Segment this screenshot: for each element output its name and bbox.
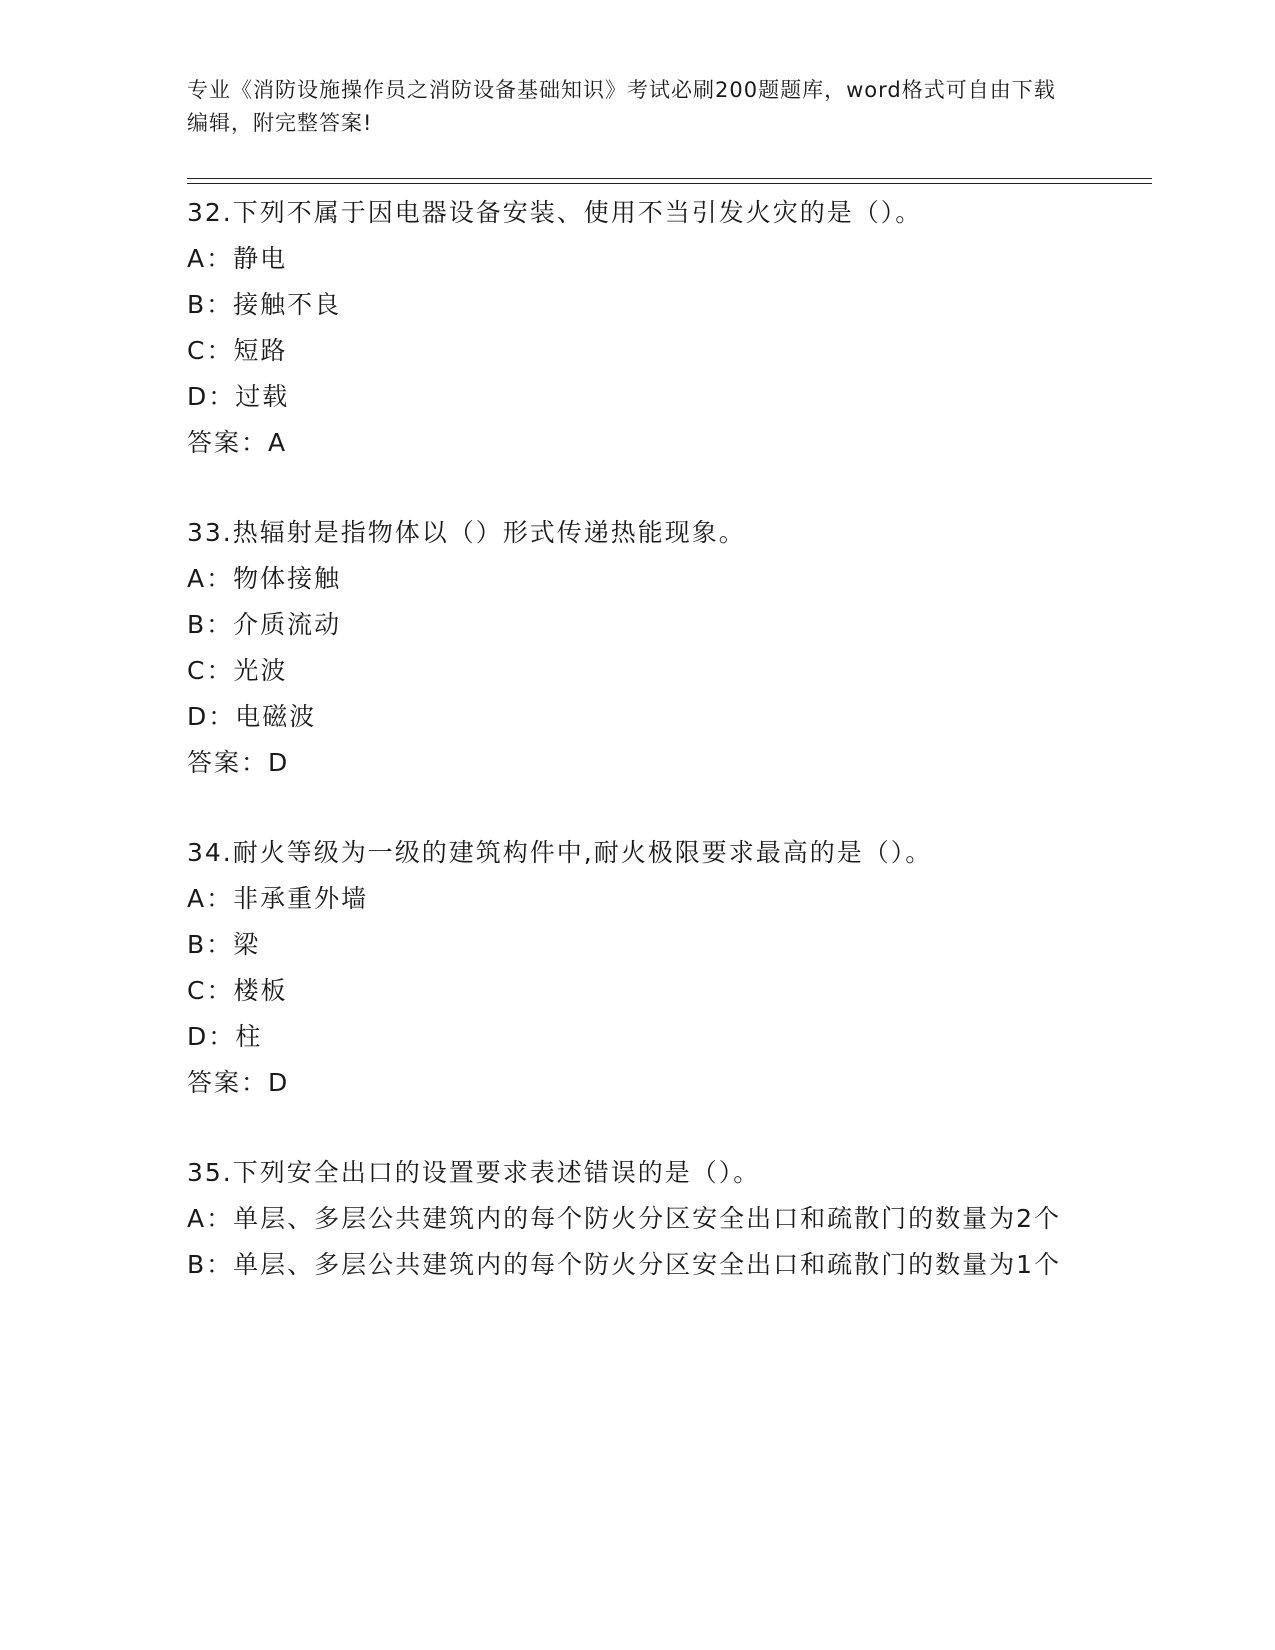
answer-text: 答案：A — [187, 428, 288, 457]
question-34 — [187, 830, 1087, 1106]
option-b: B：介质流动 — [187, 610, 342, 639]
option-c: C：短路 — [187, 336, 288, 365]
option-d: D：柱 — [187, 1022, 263, 1051]
answer-text: 答案：D — [187, 748, 290, 777]
question-stem: 33.热辐射是指物体以（）形式传递热能现象。 — [187, 518, 746, 547]
option-a: A：非承重外墙 — [187, 884, 369, 913]
option-a: A：物体接触 — [187, 564, 342, 593]
question-list — [187, 190, 1087, 1332]
question-stem: 34.耐火等级为一级的建筑构件中,耐火极限要求最高的是（）。 — [187, 838, 933, 867]
option-d: D：过载 — [187, 382, 290, 411]
question-stem: 32.下列不属于因电器设备安装、使用不当引发火灾的是（）。 — [187, 198, 923, 227]
option-a: A：静电 — [187, 244, 288, 273]
header-divider — [187, 178, 1152, 184]
question-33 — [187, 510, 1087, 786]
answer-text: 答案：D — [187, 1068, 290, 1097]
option-b: B：梁 — [187, 930, 261, 959]
question-32 — [187, 190, 1087, 466]
document-header: 专业《消防设施操作员之消防设备基础知识》考试必刷200题题库，word格式可自由下载编辑，附完整答案! — [187, 78, 1056, 135]
option-c: C：楼板 — [187, 976, 288, 1005]
option-d: D：电磁波 — [187, 702, 317, 731]
question-stem: 35.下列安全出口的设置要求表述错误的是（）。 — [187, 1158, 761, 1187]
option-a: A：单层、多层公共建筑内的每个防火分区安全出口和疏散门的数量为2个 — [187, 1204, 1062, 1233]
question-35 — [187, 1150, 1087, 1288]
option-c: C：光波 — [187, 656, 288, 685]
option-b: B：单层、多层公共建筑内的每个防火分区安全出口和疏散门的数量为1个 — [187, 1250, 1062, 1279]
option-b: B：接触不良 — [187, 290, 342, 319]
